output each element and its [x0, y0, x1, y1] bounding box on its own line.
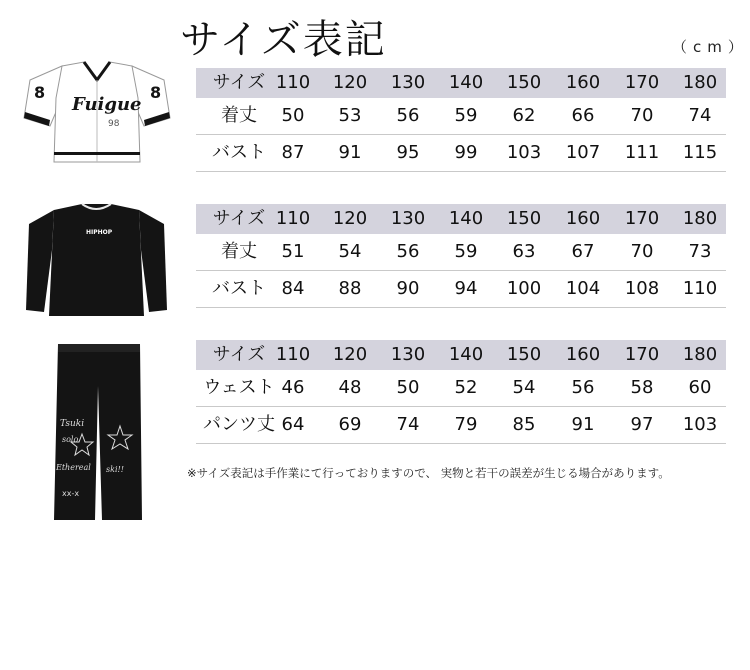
table-cell: 140: [448, 344, 484, 365]
table-cell: 58: [630, 377, 654, 398]
unit-label: （cm）: [672, 38, 749, 56]
row-label: 着丈: [221, 241, 257, 262]
pants-text-4: ski!!: [106, 465, 124, 474]
table-cell: 103: [506, 142, 542, 163]
sweat-print-text: HIPHOP: [86, 229, 113, 236]
table-cell: 120: [332, 72, 368, 93]
table-row: [196, 271, 726, 308]
size-disclaimer-note: ※サイズ表記は手作業にて行っておりますので、 実物と若干の誤差が生じる場合があります。: [187, 466, 670, 480]
table-cell: 67: [571, 241, 595, 262]
wide-pants-image: [50, 340, 145, 525]
table-header-row: [196, 340, 726, 370]
table-cell: 73: [688, 241, 712, 262]
table-cell: 59: [454, 241, 478, 262]
table-row: [196, 370, 726, 407]
pants-text-2: solo: [62, 435, 79, 444]
table-cell: 95: [396, 142, 420, 163]
row-label: パンツ丈: [203, 414, 275, 435]
table-cell: 91: [338, 142, 362, 163]
table-cell: 51: [281, 241, 305, 262]
table-cell: 60: [688, 377, 712, 398]
row-label: ウェスト: [203, 377, 275, 398]
table-cell: 79: [454, 414, 478, 435]
size-table-shirt: [196, 68, 726, 172]
table-cell: 70: [630, 241, 654, 262]
table-cell: 74: [396, 414, 420, 435]
table-cell: 59: [454, 105, 478, 126]
table-row: [196, 135, 726, 172]
table-cell: 108: [624, 278, 660, 299]
table-cell: 74: [688, 105, 712, 126]
table-cell: 180: [682, 344, 718, 365]
table-cell: 84: [281, 278, 305, 299]
header-label: サイズ: [212, 344, 266, 365]
table-cell: 56: [396, 105, 420, 126]
table-cell: 180: [682, 72, 718, 93]
table-cell: 160: [565, 208, 601, 229]
table-cell: 94: [454, 278, 478, 299]
row-label: バスト: [212, 278, 266, 299]
table-cell: 53: [338, 105, 362, 126]
table-cell: 66: [571, 105, 595, 126]
table-cell: 50: [396, 377, 420, 398]
table-cell: 90: [396, 278, 420, 299]
page-title: サイズ表記: [180, 17, 387, 63]
table-cell: 150: [506, 72, 542, 93]
table-row: [196, 234, 726, 271]
table-cell: 103: [682, 414, 718, 435]
table-cell: 97: [630, 414, 654, 435]
table-cell: 110: [682, 278, 718, 299]
table-cell: 69: [338, 414, 362, 435]
table-cell: 160: [565, 72, 601, 93]
pants-cross-marks: xx-x: [62, 489, 80, 498]
table-cell: 130: [390, 208, 426, 229]
table-cell: 100: [506, 278, 542, 299]
table-cell: 150: [506, 344, 542, 365]
table-cell: 87: [281, 142, 305, 163]
table-cell: 120: [332, 208, 368, 229]
table-cell: 140: [448, 72, 484, 93]
sleeve-number-left: 8: [34, 83, 46, 102]
table-cell: 52: [454, 377, 478, 398]
table-cell: 110: [275, 72, 311, 93]
table-cell: 50: [281, 105, 305, 126]
table-cell: 170: [624, 344, 660, 365]
table-cell: 48: [338, 377, 362, 398]
table-cell: 63: [512, 241, 536, 262]
table-row: [196, 407, 726, 444]
size-table-pants: [196, 340, 726, 444]
table-cell: 99: [454, 142, 478, 163]
table-cell: 110: [275, 208, 311, 229]
table-cell: 64: [281, 414, 305, 435]
table-cell: 91: [571, 414, 595, 435]
table-cell: 85: [512, 414, 536, 435]
table-cell: 130: [390, 72, 426, 93]
shirt-logo-text: Fuigue: [72, 94, 142, 115]
table-cell: 56: [396, 241, 420, 262]
table-cell: 107: [565, 142, 601, 163]
shirt-number-text: 98: [108, 119, 120, 129]
table-cell: 54: [338, 241, 362, 262]
table-cell: 150: [506, 208, 542, 229]
row-label: バスト: [212, 142, 266, 163]
table-cell: 111: [624, 142, 660, 163]
table-row: [196, 98, 726, 135]
table-cell: 170: [624, 72, 660, 93]
baseball-shirt-image: [22, 58, 172, 168]
table-header-row: [196, 68, 726, 98]
size-table-sweatshirt: [196, 204, 726, 308]
row-label: 着丈: [221, 105, 257, 126]
table-cell: 160: [565, 344, 601, 365]
header-label: サイズ: [212, 72, 266, 93]
table-cell: 62: [512, 105, 536, 126]
table-cell: 56: [571, 377, 595, 398]
sleeve-number-right: 8: [150, 83, 162, 102]
pants-text-1: Tsuki: [60, 419, 85, 429]
sweatshirt-image: [24, 200, 169, 322]
table-cell: 170: [624, 208, 660, 229]
table-cell: 88: [338, 278, 362, 299]
table-cell: 180: [682, 208, 718, 229]
table-cell: 46: [281, 377, 305, 398]
table-cell: 54: [512, 377, 536, 398]
pants-text-3: Ethereal: [56, 463, 91, 472]
table-cell: 115: [682, 142, 718, 163]
table-cell: 104: [565, 278, 601, 299]
header-label: サイズ: [212, 208, 266, 229]
table-cell: 120: [332, 344, 368, 365]
table-cell: 130: [390, 344, 426, 365]
table-cell: 140: [448, 208, 484, 229]
table-cell: 110: [275, 344, 311, 365]
table-cell: 70: [630, 105, 654, 126]
table-header-row: [196, 204, 726, 234]
